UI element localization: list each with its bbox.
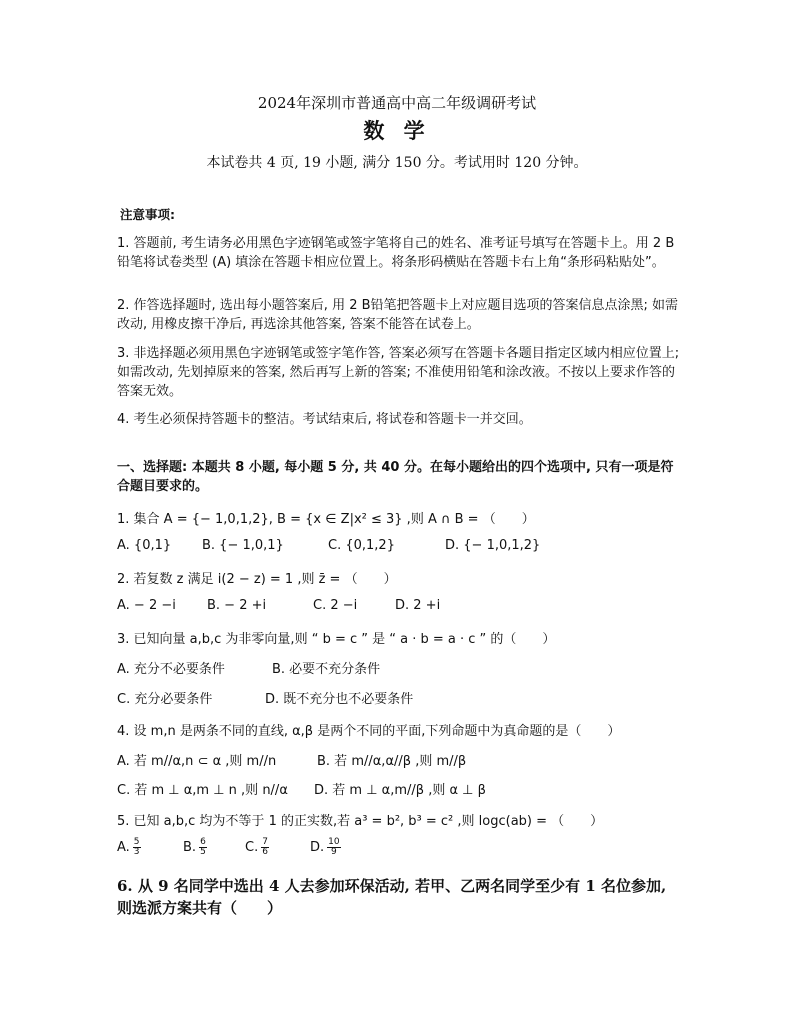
q5-option-b-label: B. <box>183 840 197 855</box>
q1-option-a: A. {0,1} <box>117 538 172 553</box>
section-heading: 一、选择题: 本题共 8 小题, 每小题 5 分, 共 40 分。在每小题给出的四个选项中, 只有一项是符合题目要求的。 <box>117 460 674 494</box>
q5-option-c-fraction <box>261 838 269 857</box>
q3-option-a: A. 充分不必要条件 <box>117 662 225 677</box>
q5-option-d-fraction <box>327 838 340 857</box>
q5-option-c <box>245 838 269 857</box>
notice-item-4: 4. 考生必须保持答题卡的整洁。考试结束后, 将试卷和答题卡一并交回。 <box>117 412 532 427</box>
q2-option-d: D. 2 +i <box>395 598 441 613</box>
q5-option-b-den: 5 <box>200 847 206 857</box>
exam-subject: 数 学 <box>363 118 431 143</box>
q4-option-d: D. 若 m ⊥ α,m//β ,则 α ⊥ β <box>314 783 486 798</box>
q4-option-a: A. 若 m//α,n ⊂ α ,则 m//n <box>117 754 277 769</box>
question-6: 6. 从 9 名同学中选出 4 人去参加环保活动, 若甲、乙两名同学至少有 1 名位参加, 则选派方案共有（ ） <box>117 877 667 917</box>
q5-option-c-num: 7 <box>262 837 268 847</box>
q5-option-a-label: A. <box>117 840 130 855</box>
q5-option-c-label: C. <box>245 840 259 855</box>
notice-item-1: 1. 答题前, 考生请务必用黑色字迹钢笔或签字笔将自己的姓名、准考证号填写在答题卡上。用 2 B铅笔将试卷类型 (A) 填涂在答题卡相应位置上。将条形码横贴在答题卡右上角“条形码粘贴处”。 <box>117 236 675 270</box>
q5-option-b <box>183 838 207 857</box>
q3-option-d: D. 既不充分也不必要条件 <box>265 692 414 707</box>
q5-option-d <box>310 838 341 857</box>
q5-option-b-fraction <box>199 838 207 857</box>
q5-option-a-fraction <box>133 838 141 857</box>
q5-option-a-den: 3 <box>133 847 140 857</box>
notice-heading: 注意事项: <box>120 207 175 222</box>
q5-option-a <box>117 838 141 857</box>
q4-option-b: B. 若 m//α,α//β ,则 m//β <box>317 754 467 769</box>
q5-option-d-den: 9 <box>331 847 337 857</box>
exam-intro: 本试卷共 4 页, 19 小题, 满分 150 分。考试用时 120 分钟。 <box>206 155 588 171</box>
q4-option-c: C. 若 m ⊥ α,m ⊥ n ,则 n//α <box>117 783 288 798</box>
q2-option-b: B. − 2 +i <box>207 598 267 613</box>
notice-item-3: 3. 非选择题必须用黑色字迹钢笔或签字笔作答, 答案必须写在答题卡各题目指定区域内相应位置上; 如需改动, 先划掉原来的答案, 然后再写上新的答案; 不准使用铅笔和涂改液。不按以上要求作答的答案无效。 <box>117 346 680 399</box>
q5-option-b-num: 6 <box>200 837 206 847</box>
q5-option-a-num: 5 <box>133 837 140 847</box>
q3-option-b: B. 必要不充分条件 <box>272 662 381 677</box>
question-4: 4. 设 m,n 是两条不同的直线, α,β 是两个不同的平面,下列命题中为真命题的是（ ） <box>117 724 621 739</box>
exam-title: 2024年深圳市普通高中高二年级调研考试 <box>257 94 537 112</box>
q5-option-d-label: D. <box>310 840 325 855</box>
question-1: 1. 集合 A = {− 1,0,1,2}, B = {x ∈ Z|x² ≤ 3} ,则 A ∩ B = （ ） <box>117 512 535 527</box>
q1-option-c: C. {0,1,2} <box>328 538 395 553</box>
question-3: 3. 已知向量 a,b,c 为非零向量,则 “ b = c ” 是 “ a · b = a · c ” 的（ ） <box>117 632 556 647</box>
q5-option-c-den: 6 <box>262 847 268 857</box>
q2-option-c: C. 2 −i <box>313 598 358 613</box>
question-5: 5. 已知 a,b,c 均为不等于 1 的正实数,若 a³ = b², b³ = c² ,则 logc(ab) = （ ） <box>117 814 604 829</box>
notice-item-2: 2. 作答选择题时, 选出每小题答案后, 用 2 B铅笔把答题卡上对应题目选项的答案信息点涂黑; 如需改动, 用橡皮擦干净后, 再选涂其他答案, 答案不能答在试卷上。 <box>117 298 679 332</box>
q2-option-a: A. − 2 −i <box>117 598 176 613</box>
q5-option-d-num: 10 <box>328 837 340 847</box>
q1-option-d: D. {− 1,0,1,2} <box>445 538 541 553</box>
q3-option-c: C. 充分必要条件 <box>117 692 213 707</box>
q1-option-b: B. {− 1,0,1} <box>202 538 284 553</box>
question-2: 2. 若复数 z 满足 i(2 − z) = 1 ,则 z̄ = （ ） <box>117 572 397 587</box>
